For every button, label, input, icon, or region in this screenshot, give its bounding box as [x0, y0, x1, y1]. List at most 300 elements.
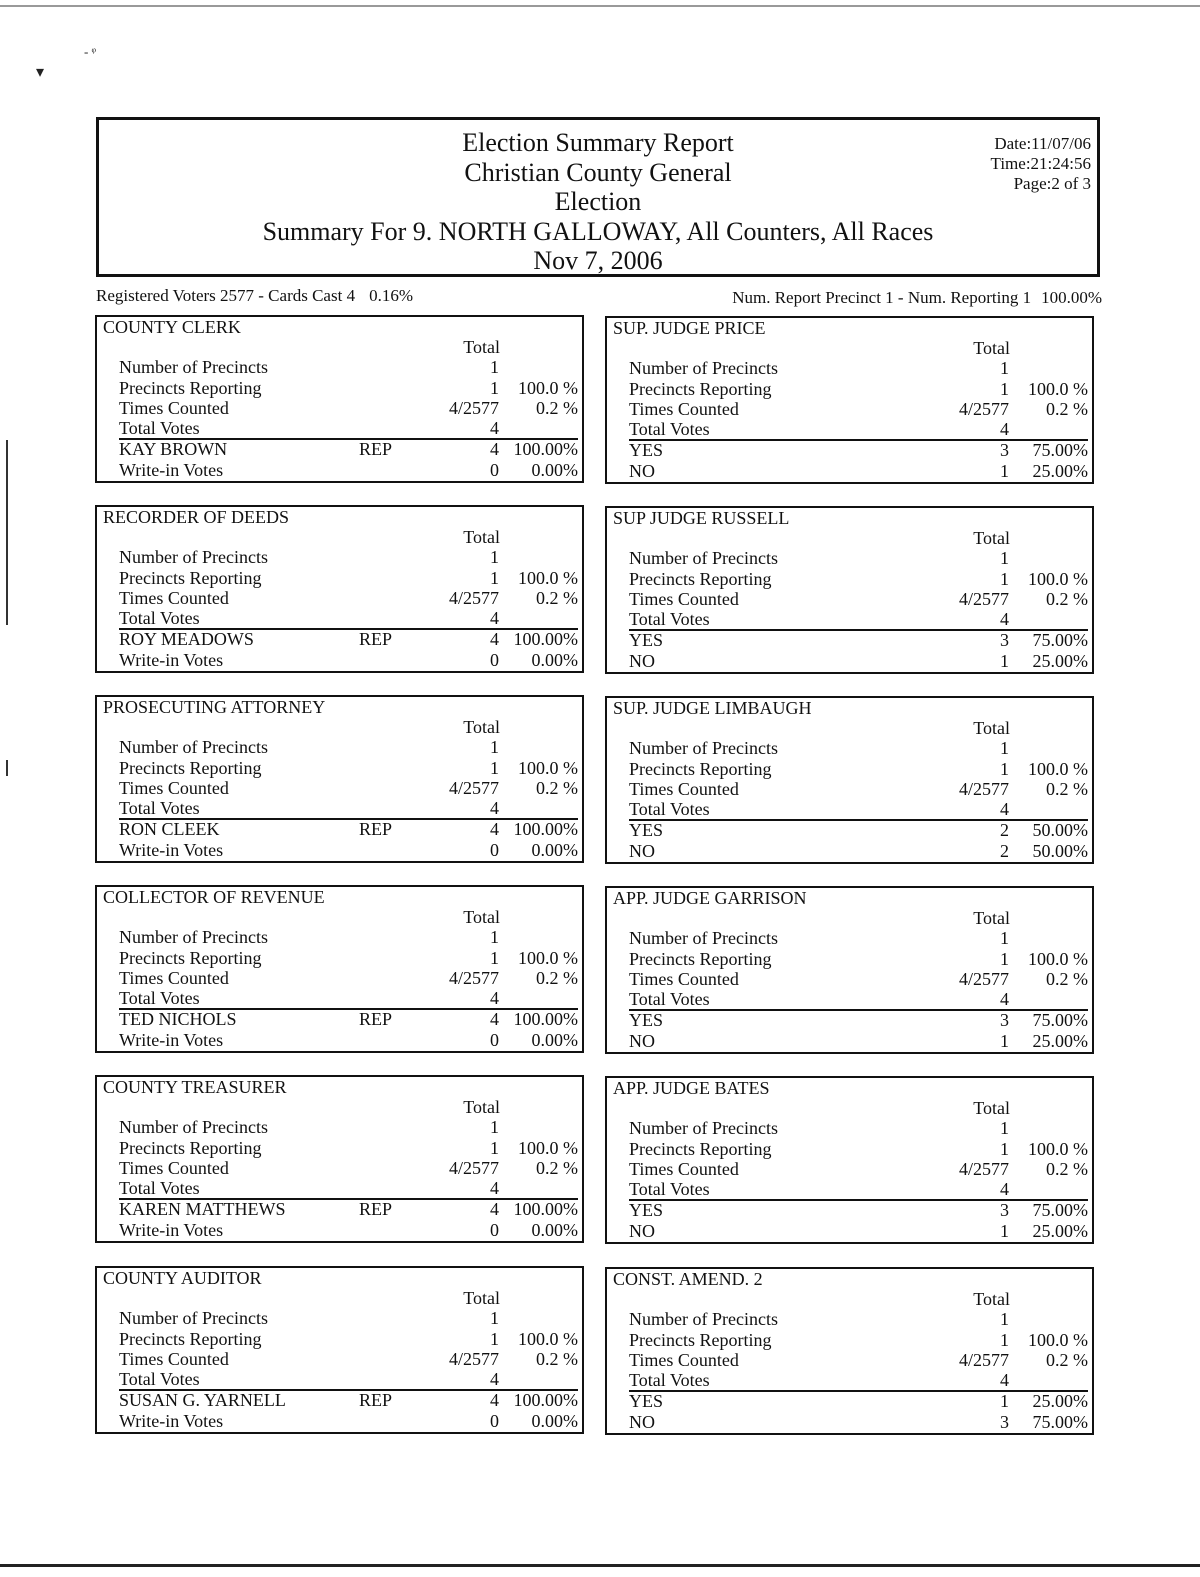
race-row: [607, 1118, 1092, 1138]
choice-name: NO: [629, 461, 655, 481]
race-box: [95, 315, 584, 483]
times-counted-pct: 0.2 %: [1046, 969, 1088, 989]
precincts-label: Number of Precincts: [629, 1309, 778, 1329]
times-counted-value: 4/2577: [448, 398, 499, 418]
scan-edge-top: [0, 5, 1200, 7]
times-counted-label: Times Counted: [119, 1158, 229, 1178]
race-row: [97, 418, 582, 438]
report-summary: Summary For 9. NORTH GALLOWAY, All Counters, All Races: [262, 216, 934, 246]
times-counted-value: 4/2577: [958, 399, 1009, 419]
times-counted-label: Times Counted: [119, 968, 229, 988]
race-row: [607, 1289, 1092, 1309]
choice-votes: 4: [490, 1009, 499, 1029]
total-votes-label: Total Votes: [119, 1369, 200, 1389]
choice-votes: 3: [1000, 1010, 1009, 1030]
choice-pct: 50.00%: [1032, 841, 1088, 861]
choice-row: [607, 1221, 1092, 1241]
total-votes-value: 4: [490, 1178, 499, 1198]
times-counted-label: Times Counted: [119, 398, 229, 418]
total-votes-label: Total Votes: [629, 799, 710, 819]
race-row: [607, 759, 1092, 779]
scan-speck: ▾: [36, 64, 45, 81]
reporting-value: 1: [490, 568, 499, 588]
report-title: Election: [554, 187, 642, 216]
choice-row: [607, 820, 1092, 840]
reporting-label: Precincts Reporting: [629, 379, 772, 399]
times-counted-value: 4/2577: [448, 1349, 499, 1369]
reporting-label: Precincts Reporting: [119, 758, 262, 778]
reporting-pct: 100.0 %: [518, 948, 578, 968]
reporting-pct: 100.0 %: [1028, 759, 1088, 779]
choice-votes: 1: [1000, 461, 1009, 481]
choice-row: [97, 840, 582, 860]
choice-pct: 100.00%: [513, 1199, 578, 1219]
race-row: [97, 1349, 582, 1369]
choice-name: NO: [629, 1031, 655, 1051]
choice-row: [97, 1199, 582, 1219]
choice-row: [97, 1030, 582, 1050]
precincts-value: 1: [1000, 1309, 1009, 1329]
choice-pct: 75.00%: [1032, 1010, 1088, 1030]
precincts-value: 1: [1000, 1118, 1009, 1138]
race-title: RECORDER OF DEEDS: [103, 507, 290, 527]
choice-name: Write-in Votes: [119, 1030, 224, 1050]
race-row: [607, 928, 1092, 948]
times-counted-value: 4/2577: [448, 968, 499, 988]
race-row: [97, 798, 582, 818]
total-header: Total: [973, 1289, 1010, 1309]
choice-name: NO: [629, 651, 655, 671]
choice-name: KAREN MATTHEWS: [119, 1199, 286, 1219]
race-row: [97, 717, 582, 737]
reporting-label: Precincts Reporting: [629, 569, 772, 589]
race-box: [95, 695, 584, 863]
precincts-label: Number of Precincts: [629, 548, 778, 568]
race-row: [97, 948, 582, 968]
race-title: COUNTY TREASURER: [103, 1077, 287, 1097]
total-header: Total: [973, 908, 1010, 928]
report-title: Christian County General: [464, 157, 732, 187]
reporting-value: 1: [1000, 1330, 1009, 1350]
reporting-pct: 100.0 %: [518, 1138, 578, 1158]
times-counted-pct: 0.2 %: [536, 778, 578, 798]
choice-row: [97, 1411, 582, 1431]
scan-speck: ‑ ᵠ: [84, 44, 96, 59]
reporting-value: 1: [490, 1138, 499, 1158]
choice-row: [97, 629, 582, 649]
choice-pct: 0.00%: [531, 650, 578, 670]
precincts-label: Number of Precincts: [119, 1308, 268, 1328]
race-row: [97, 547, 582, 567]
reporting-pct: 100.0 %: [1028, 949, 1088, 969]
race-title: SUP JUDGE RUSSELL: [613, 508, 790, 528]
report-header: [96, 117, 1100, 277]
report-title: Election Summary Report: [462, 128, 734, 157]
choice-name: Write-in Votes: [119, 1411, 224, 1431]
total-votes-value: 4: [1000, 989, 1009, 1009]
race-title: COUNTY CLERK: [103, 317, 241, 337]
choice-votes: 4: [490, 1390, 499, 1410]
race-title: SUP. JUDGE PRICE: [613, 318, 766, 338]
reporting-pct: 100.00%: [1041, 288, 1102, 307]
total-votes-label: Total Votes: [629, 419, 710, 439]
race-row: [97, 1178, 582, 1198]
reporting-pct: 100.0 %: [518, 568, 578, 588]
race-row: [97, 1329, 582, 1349]
total-votes-value: 4: [1000, 419, 1009, 439]
race-box: [95, 505, 584, 673]
race-row: [97, 988, 582, 1008]
race-row: [97, 527, 582, 547]
choice-pct: 25.00%: [1032, 651, 1088, 671]
choice-votes: 1: [1000, 1391, 1009, 1411]
choice-name: YES: [629, 820, 664, 840]
times-counted-pct: 0.2 %: [1046, 1159, 1088, 1179]
reporting-value: 1: [1000, 1139, 1009, 1159]
precincts-label: Number of Precincts: [119, 927, 268, 947]
choice-pct: 75.00%: [1032, 440, 1088, 460]
choice-row: [97, 650, 582, 670]
race-box: [95, 885, 584, 1053]
total-votes-label: Total Votes: [119, 1178, 200, 1198]
total-header: Total: [463, 907, 500, 927]
choice-votes: 3: [1000, 630, 1009, 650]
choice-name: TED NICHOLS: [119, 1009, 237, 1029]
report-title-block: [99, 128, 1097, 276]
race-row: [607, 609, 1092, 629]
times-counted-value: 4/2577: [958, 1350, 1009, 1370]
scan-edge-left-mark: [6, 760, 8, 776]
total-votes-value: 4: [1000, 1179, 1009, 1199]
times-counted-value: 4/2577: [448, 778, 499, 798]
total-votes-value: 4: [490, 608, 499, 628]
reporting-pct: 100.0 %: [1028, 379, 1088, 399]
choice-name: ROY MEADOWS: [119, 629, 254, 649]
choice-votes: 2: [1000, 820, 1009, 840]
reporting-pct: 100.0 %: [518, 1329, 578, 1349]
choice-row: [97, 439, 582, 459]
choice-name: KAY BROWN: [119, 439, 228, 459]
registered-voters-line: [96, 286, 427, 306]
choice-pct: 75.00%: [1032, 1412, 1088, 1432]
total-votes-value: 4: [490, 798, 499, 818]
reporting-value: 1: [490, 1329, 499, 1349]
race-row: [607, 419, 1092, 439]
precincts-value: 1: [1000, 738, 1009, 758]
precincts-value: 1: [490, 357, 499, 377]
choice-votes: 1: [1000, 1031, 1009, 1051]
choice-pct: 25.00%: [1032, 1221, 1088, 1241]
times-counted-pct: 0.2 %: [536, 398, 578, 418]
choice-pct: 0.00%: [531, 1411, 578, 1431]
reporting-pct: 100.0 %: [518, 758, 578, 778]
choice-row: [607, 1391, 1092, 1411]
times-counted-value: 4/2577: [958, 779, 1009, 799]
race-row: [607, 1309, 1092, 1329]
race-row: [607, 548, 1092, 568]
reporting-label: Precincts Reporting: [629, 949, 772, 969]
precincts-value: 1: [1000, 358, 1009, 378]
choice-row: [607, 1412, 1092, 1432]
race-title: APP. JUDGE BATES: [613, 1078, 770, 1098]
times-counted-label: Times Counted: [119, 588, 229, 608]
race-row: [607, 989, 1092, 1009]
race-title: SUP. JUDGE LIMBAUGH: [613, 698, 812, 718]
choice-name: YES: [629, 1391, 664, 1411]
race-row: [97, 737, 582, 757]
choice-name: NO: [629, 841, 655, 861]
choice-pct: 75.00%: [1032, 1200, 1088, 1220]
registered-voters-pct: 0.16%: [369, 286, 413, 305]
precincts-label: Number of Precincts: [119, 547, 268, 567]
race-box: [605, 1076, 1094, 1244]
choice-name: NO: [629, 1221, 655, 1241]
reporting-value: 1: [490, 948, 499, 968]
times-counted-value: 4/2577: [448, 588, 499, 608]
choice-votes: 0: [490, 650, 499, 670]
precincts-label: Number of Precincts: [119, 1117, 268, 1137]
total-votes-label: Total Votes: [629, 609, 710, 629]
choice-name: Write-in Votes: [119, 1220, 224, 1240]
race-row: [97, 357, 582, 377]
reporting-line: [722, 288, 1102, 308]
total-votes-value: 4: [1000, 1370, 1009, 1390]
choice-pct: 25.00%: [1032, 1031, 1088, 1051]
race-row: [97, 1288, 582, 1308]
race-row: [97, 778, 582, 798]
choice-votes: 0: [490, 1220, 499, 1240]
choice-row: [97, 819, 582, 839]
choice-row: [607, 461, 1092, 481]
race-row: [97, 568, 582, 588]
total-header: Total: [973, 338, 1010, 358]
choice-pct: 100.00%: [513, 1009, 578, 1029]
reporting-value: 1: [1000, 759, 1009, 779]
race-row: [97, 337, 582, 357]
choice-pct: 50.00%: [1032, 820, 1088, 840]
choice-row: [607, 440, 1092, 460]
precincts-value: 1: [1000, 928, 1009, 948]
choice-votes: 1: [1000, 651, 1009, 671]
total-votes-value: 4: [1000, 609, 1009, 629]
precincts-value: 1: [490, 737, 499, 757]
total-votes-label: Total Votes: [629, 989, 710, 1009]
choice-votes: 2: [1000, 841, 1009, 861]
choice-name: SUSAN G. YARNELL: [119, 1390, 286, 1410]
race-row: [97, 1138, 582, 1158]
choice-pct: 100.00%: [513, 629, 578, 649]
times-counted-value: 4/2577: [958, 969, 1009, 989]
reporting-pct: 100.0 %: [1028, 1330, 1088, 1350]
choice-row: [97, 460, 582, 480]
times-counted-label: Times Counted: [629, 399, 739, 419]
choice-party: REP: [359, 439, 393, 459]
reporting-pct: 100.0 %: [518, 378, 578, 398]
total-header: Total: [973, 1098, 1010, 1118]
total-header: Total: [463, 1288, 500, 1308]
times-counted-label: Times Counted: [629, 589, 739, 609]
race-row: [607, 338, 1092, 358]
times-counted-label: Times Counted: [629, 1159, 739, 1179]
reporting-pct: 100.0 %: [1028, 569, 1088, 589]
race-title: COUNTY AUDITOR: [103, 1268, 262, 1288]
race-row: [607, 569, 1092, 589]
race-box: [605, 506, 1094, 674]
race-row: [97, 1097, 582, 1117]
choice-row: [607, 1200, 1092, 1220]
times-counted-value: 4/2577: [958, 1159, 1009, 1179]
total-votes-value: 4: [1000, 799, 1009, 819]
choice-votes: 3: [1000, 440, 1009, 460]
race-row: [607, 589, 1092, 609]
race-row: [607, 1330, 1092, 1350]
reporting-precincts: Num. Report Precinct 1 - Num. Reporting 1: [732, 288, 1032, 307]
total-votes-label: Total Votes: [629, 1179, 710, 1199]
race-title: APP. JUDGE GARRISON: [613, 888, 807, 908]
choice-pct: 0.00%: [531, 460, 578, 480]
choice-votes: 0: [490, 460, 499, 480]
race-row: [607, 1098, 1092, 1118]
total-votes-value: 4: [490, 1369, 499, 1389]
race-title: PROSECUTING ATTORNEY: [103, 697, 326, 717]
choice-pct: 25.00%: [1032, 461, 1088, 481]
race-row: [97, 968, 582, 988]
choice-party: REP: [359, 1009, 393, 1029]
race-row: [97, 907, 582, 927]
reporting-label: Precincts Reporting: [629, 1330, 772, 1350]
reporting-value: 1: [1000, 949, 1009, 969]
times-counted-value: 4/2577: [448, 1158, 499, 1178]
choice-row: [607, 630, 1092, 650]
choice-votes: 0: [490, 840, 499, 860]
times-counted-pct: 0.2 %: [1046, 1350, 1088, 1370]
times-counted-pct: 0.2 %: [1046, 779, 1088, 799]
choice-votes: 3: [1000, 1200, 1009, 1220]
race-row: [97, 1117, 582, 1137]
race-row: [607, 1179, 1092, 1199]
scan-edge-bottom: [0, 1564, 1200, 1567]
times-counted-label: Times Counted: [629, 969, 739, 989]
report-time: Time:21:24:56: [990, 154, 1091, 173]
choice-row: [607, 1010, 1092, 1030]
precincts-value: 1: [490, 547, 499, 567]
choice-pct: 25.00%: [1032, 1391, 1088, 1411]
report-meta: [991, 134, 1091, 194]
times-counted-pct: 0.2 %: [536, 588, 578, 608]
choice-votes: 4: [490, 439, 499, 459]
race-row: [607, 528, 1092, 548]
total-votes-label: Total Votes: [119, 418, 200, 438]
times-counted-pct: 0.2 %: [1046, 589, 1088, 609]
report-page: Page:2 of 3: [1013, 174, 1091, 193]
race-row: [607, 949, 1092, 969]
report-date-line: Nov 7, 2006: [533, 246, 663, 275]
choice-row: [97, 1220, 582, 1240]
times-counted-label: Times Counted: [629, 779, 739, 799]
times-counted-value: 4/2577: [958, 589, 1009, 609]
precincts-label: Number of Precincts: [119, 357, 268, 377]
total-votes-label: Total Votes: [119, 798, 200, 818]
choice-party: REP: [359, 629, 393, 649]
times-counted-label: Times Counted: [119, 1349, 229, 1369]
total-header: Total: [463, 337, 500, 357]
race-row: [607, 1139, 1092, 1159]
choice-party: REP: [359, 1199, 393, 1219]
precincts-label: Number of Precincts: [629, 928, 778, 948]
reporting-label: Precincts Reporting: [119, 378, 262, 398]
choice-row: [607, 1031, 1092, 1051]
reporting-label: Precincts Reporting: [119, 1329, 262, 1349]
total-header: Total: [463, 527, 500, 547]
precincts-label: Number of Precincts: [629, 738, 778, 758]
precincts-value: 1: [490, 1117, 499, 1137]
choice-pct: 0.00%: [531, 1220, 578, 1240]
race-row: [97, 608, 582, 628]
race-box: [95, 1075, 584, 1243]
precincts-value: 1: [1000, 548, 1009, 568]
choice-name: YES: [629, 630, 664, 650]
choice-votes: 0: [490, 1411, 499, 1431]
race-row: [607, 908, 1092, 928]
race-row: [607, 1370, 1092, 1390]
choice-votes: 4: [490, 819, 499, 839]
choice-pct: 0.00%: [531, 840, 578, 860]
choice-name: YES: [629, 1200, 664, 1220]
times-counted-pct: 0.2 %: [536, 968, 578, 988]
total-header: Total: [973, 718, 1010, 738]
race-row: [607, 779, 1092, 799]
precincts-value: 1: [490, 1308, 499, 1328]
reporting-label: Precincts Reporting: [629, 1139, 772, 1159]
race-row: [97, 927, 582, 947]
total-votes-label: Total Votes: [629, 1370, 710, 1390]
choice-name: Write-in Votes: [119, 460, 224, 480]
race-row: [97, 758, 582, 778]
choice-name: YES: [629, 440, 664, 460]
race-row: [607, 399, 1092, 419]
choice-votes: 1: [1000, 1221, 1009, 1241]
report-date: Date:11/07/06: [994, 134, 1091, 153]
race-box: [605, 696, 1094, 864]
reporting-label: Precincts Reporting: [119, 1138, 262, 1158]
choice-name: YES: [629, 1010, 664, 1030]
reporting-label: Precincts Reporting: [119, 568, 262, 588]
choice-votes: 3: [1000, 1412, 1009, 1432]
total-votes-value: 4: [490, 418, 499, 438]
choice-votes: 0: [490, 1030, 499, 1050]
choice-party: REP: [359, 819, 393, 839]
reporting-pct: 100.0 %: [1028, 1139, 1088, 1159]
scan-edge-left: [6, 440, 8, 625]
choice-votes: 4: [490, 1199, 499, 1219]
precincts-label: Number of Precincts: [629, 358, 778, 378]
race-row: [607, 969, 1092, 989]
total-votes-label: Total Votes: [119, 988, 200, 1008]
race-box: [95, 1266, 584, 1434]
times-counted-label: Times Counted: [119, 778, 229, 798]
race-row: [607, 379, 1092, 399]
choice-party: REP: [359, 1390, 393, 1410]
race-row: [607, 718, 1092, 738]
times-counted-pct: 0.2 %: [536, 1349, 578, 1369]
reporting-label: Precincts Reporting: [629, 759, 772, 779]
choice-row: [607, 651, 1092, 671]
race-row: [97, 1158, 582, 1178]
race-row: [607, 799, 1092, 819]
choice-name: Write-in Votes: [119, 840, 224, 860]
race-row: [607, 1159, 1092, 1179]
race-row: [97, 398, 582, 418]
